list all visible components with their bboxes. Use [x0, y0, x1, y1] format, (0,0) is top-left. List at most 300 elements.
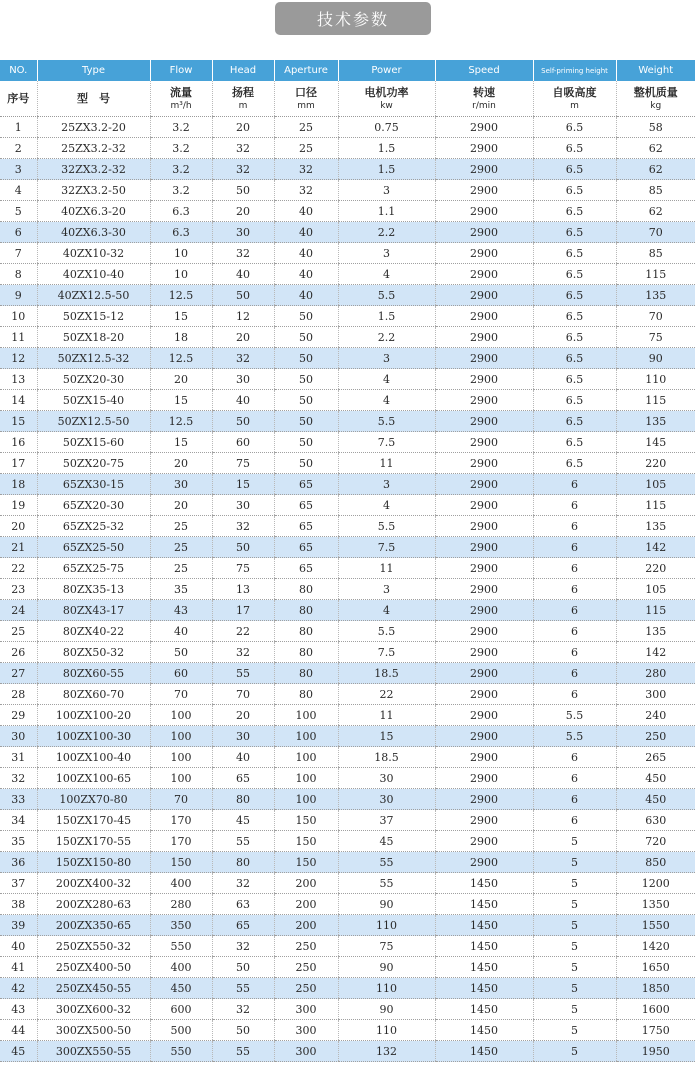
- cell-flow: 3.2: [150, 117, 212, 138]
- cell-power: 110: [338, 978, 435, 999]
- cell-type: 300ZX550-55: [37, 1041, 150, 1062]
- cell-power: 3: [338, 579, 435, 600]
- cell-no: 23: [0, 579, 37, 600]
- cell-no: 6: [0, 222, 37, 243]
- cell-self-priming: 6.5: [533, 348, 616, 369]
- cell-self-priming: 6: [533, 621, 616, 642]
- cell-speed: 1450: [435, 915, 533, 936]
- cell-speed: 2900: [435, 747, 533, 768]
- cell-type: 65ZX25-75: [37, 558, 150, 579]
- cell-speed: 2900: [435, 159, 533, 180]
- cell-type: 250ZX450-55: [37, 978, 150, 999]
- cell-power: 4: [338, 600, 435, 621]
- cell-speed: 2900: [435, 558, 533, 579]
- cell-flow: 25: [150, 516, 212, 537]
- cell-no: 2: [0, 138, 37, 159]
- table-row: [0, 726, 695, 747]
- cell-head: 32: [212, 936, 274, 957]
- cell-power: 3: [338, 243, 435, 264]
- cell-type: 200ZX280-63: [37, 894, 150, 915]
- cell-flow: 40: [150, 621, 212, 642]
- chinese-header-row: [0, 81, 695, 117]
- cell-head: 20: [212, 117, 274, 138]
- table-row: [0, 369, 695, 390]
- cell-self-priming: 5.5: [533, 705, 616, 726]
- cell-aperture: 40: [274, 264, 338, 285]
- cell-no: 4: [0, 180, 37, 201]
- table-row: [0, 222, 695, 243]
- cell-weight: 115: [616, 264, 695, 285]
- cell-type: 300ZX500-50: [37, 1020, 150, 1041]
- cell-power: 55: [338, 873, 435, 894]
- cell-type: 100ZX100-65: [37, 768, 150, 789]
- cell-flow: 170: [150, 831, 212, 852]
- header-cn-flow-unit: m³/h: [170, 100, 192, 111]
- cell-no: 36: [0, 852, 37, 873]
- header-self-priming-height: Self-priming height: [533, 60, 616, 81]
- cell-power: 90: [338, 999, 435, 1020]
- cell-self-priming: 6: [533, 495, 616, 516]
- cell-no: 12: [0, 348, 37, 369]
- cell-power: 0.75: [338, 117, 435, 138]
- cell-flow: 10: [150, 264, 212, 285]
- cell-weight: 135: [616, 516, 695, 537]
- cell-no: 14: [0, 390, 37, 411]
- cell-type: 50ZX20-30: [37, 369, 150, 390]
- cell-weight: 250: [616, 726, 695, 747]
- cell-aperture: 32: [274, 159, 338, 180]
- cell-self-priming: 6.5: [533, 411, 616, 432]
- header-head: Head: [212, 60, 274, 81]
- cell-head: 50: [212, 1020, 274, 1041]
- cell-head: 12: [212, 306, 274, 327]
- cell-self-priming: 5: [533, 1020, 616, 1041]
- cell-flow: 18: [150, 327, 212, 348]
- table-row: [0, 999, 695, 1020]
- cell-aperture: 50: [274, 369, 338, 390]
- technical-parameters-table: [0, 60, 695, 1062]
- cell-flow: 3.2: [150, 138, 212, 159]
- cell-self-priming: 6.5: [533, 453, 616, 474]
- cell-weight: 62: [616, 159, 695, 180]
- cell-self-priming: 5: [533, 999, 616, 1020]
- cell-head: 32: [212, 243, 274, 264]
- cell-weight: 145: [616, 432, 695, 453]
- cell-speed: 2900: [435, 264, 533, 285]
- cell-flow: 6.3: [150, 222, 212, 243]
- cell-aperture: 80: [274, 642, 338, 663]
- cell-power: 30: [338, 789, 435, 810]
- cell-head: 30: [212, 222, 274, 243]
- cell-speed: 2900: [435, 348, 533, 369]
- cell-no: 16: [0, 432, 37, 453]
- cell-speed: 1450: [435, 999, 533, 1020]
- cell-self-priming: 6.5: [533, 117, 616, 138]
- cell-type: 150ZX150-80: [37, 852, 150, 873]
- cell-no: 29: [0, 705, 37, 726]
- cell-type: 300ZX600-32: [37, 999, 150, 1020]
- cell-head: 20: [212, 705, 274, 726]
- cell-head: 50: [212, 285, 274, 306]
- cell-flow: 60: [150, 663, 212, 684]
- cell-head: 20: [212, 201, 274, 222]
- cell-power: 18.5: [338, 747, 435, 768]
- cell-no: 3: [0, 159, 37, 180]
- cell-weight: 220: [616, 453, 695, 474]
- cell-aperture: 32: [274, 180, 338, 201]
- cell-power: 5.5: [338, 516, 435, 537]
- cell-flow: 70: [150, 789, 212, 810]
- header-cn-self-priming-unit: m: [570, 100, 579, 111]
- header-speed: Speed: [435, 60, 533, 81]
- header-cn-speed-unit: r/min: [472, 100, 496, 111]
- table-row: [0, 705, 695, 726]
- table-row: [0, 306, 695, 327]
- cell-head: 40: [212, 264, 274, 285]
- table-row: [0, 285, 695, 306]
- cell-flow: 450: [150, 978, 212, 999]
- cell-type: 100ZX100-40: [37, 747, 150, 768]
- cell-power: 110: [338, 1020, 435, 1041]
- cell-weight: 58: [616, 117, 695, 138]
- cell-type: 150ZX170-45: [37, 810, 150, 831]
- cell-aperture: 50: [274, 348, 338, 369]
- cell-no: 9: [0, 285, 37, 306]
- table-row: [0, 243, 695, 264]
- cell-aperture: 50: [274, 432, 338, 453]
- cell-speed: 2900: [435, 537, 533, 558]
- cell-self-priming: 6: [533, 747, 616, 768]
- cell-type: 200ZX350-65: [37, 915, 150, 936]
- cell-power: 3: [338, 474, 435, 495]
- cell-head: 75: [212, 558, 274, 579]
- cell-type: 32ZX3.2-50: [37, 180, 150, 201]
- cell-power: 3: [338, 348, 435, 369]
- table-row: [0, 894, 695, 915]
- cell-weight: 1200: [616, 873, 695, 894]
- cell-speed: 2900: [435, 369, 533, 390]
- cell-self-priming: 6.5: [533, 369, 616, 390]
- cell-self-priming: 6: [533, 537, 616, 558]
- cell-weight: 850: [616, 852, 695, 873]
- cell-speed: 2900: [435, 642, 533, 663]
- cell-weight: 105: [616, 579, 695, 600]
- cell-speed: 2900: [435, 285, 533, 306]
- cell-flow: 100: [150, 705, 212, 726]
- cell-power: 4: [338, 369, 435, 390]
- cell-type: 40ZX12.5-50: [37, 285, 150, 306]
- header-cn-no-label: 序号: [7, 91, 30, 105]
- cell-weight: 1350: [616, 894, 695, 915]
- cell-flow: 100: [150, 726, 212, 747]
- cell-speed: 1450: [435, 873, 533, 894]
- cell-head: 55: [212, 978, 274, 999]
- cell-speed: 1450: [435, 936, 533, 957]
- cell-aperture: 25: [274, 138, 338, 159]
- header-cn-weight-unit: kg: [650, 100, 662, 111]
- cell-self-priming: 6: [533, 579, 616, 600]
- cell-self-priming: 6: [533, 642, 616, 663]
- cell-power: 90: [338, 894, 435, 915]
- cell-speed: 2900: [435, 306, 533, 327]
- cell-head: 30: [212, 726, 274, 747]
- cell-head: 32: [212, 159, 274, 180]
- cell-flow: 25: [150, 537, 212, 558]
- cell-self-priming: 6.5: [533, 264, 616, 285]
- cell-no: 15: [0, 411, 37, 432]
- title-area: [0, 0, 695, 60]
- cell-no: 34: [0, 810, 37, 831]
- table-row: [0, 747, 695, 768]
- cell-speed: 1450: [435, 957, 533, 978]
- cell-weight: 630: [616, 810, 695, 831]
- cell-type: 50ZX15-12: [37, 306, 150, 327]
- cell-flow: 10: [150, 243, 212, 264]
- cell-flow: 6.3: [150, 201, 212, 222]
- cell-flow: 550: [150, 936, 212, 957]
- cell-speed: 1450: [435, 1020, 533, 1041]
- cell-type: 40ZX6.3-30: [37, 222, 150, 243]
- cell-self-priming: 5: [533, 831, 616, 852]
- cell-speed: 2900: [435, 327, 533, 348]
- cell-type: 40ZX6.3-20: [37, 201, 150, 222]
- cell-weight: 280: [616, 663, 695, 684]
- cell-head: 40: [212, 747, 274, 768]
- cell-type: 100ZX100-20: [37, 705, 150, 726]
- cell-aperture: 40: [274, 222, 338, 243]
- cell-flow: 30: [150, 474, 212, 495]
- cell-head: 55: [212, 831, 274, 852]
- cell-head: 32: [212, 516, 274, 537]
- cell-type: 50ZX20-75: [37, 453, 150, 474]
- cell-flow: 20: [150, 495, 212, 516]
- cell-head: 32: [212, 642, 274, 663]
- cell-aperture: 150: [274, 852, 338, 873]
- cell-power: 5.5: [338, 285, 435, 306]
- table-row: [0, 495, 695, 516]
- cell-aperture: 65: [274, 474, 338, 495]
- cell-no: 24: [0, 600, 37, 621]
- cell-aperture: 250: [274, 957, 338, 978]
- cell-power: 132: [338, 1041, 435, 1062]
- cell-self-priming: 5: [533, 1041, 616, 1062]
- cell-head: 17: [212, 600, 274, 621]
- cell-type: 150ZX170-55: [37, 831, 150, 852]
- cell-aperture: 100: [274, 768, 338, 789]
- table-row: [0, 390, 695, 411]
- cell-aperture: 50: [274, 327, 338, 348]
- cell-no: 25: [0, 621, 37, 642]
- cell-power: 1.5: [338, 138, 435, 159]
- cell-weight: 142: [616, 537, 695, 558]
- cell-flow: 500: [150, 1020, 212, 1041]
- cell-self-priming: 6.5: [533, 432, 616, 453]
- cell-weight: 90: [616, 348, 695, 369]
- cell-type: 50ZX18-20: [37, 327, 150, 348]
- cell-no: 18: [0, 474, 37, 495]
- cell-power: 11: [338, 558, 435, 579]
- cell-flow: 170: [150, 810, 212, 831]
- cell-flow: 150: [150, 852, 212, 873]
- cell-type: 250ZX400-50: [37, 957, 150, 978]
- cell-power: 1.5: [338, 306, 435, 327]
- header-power: Power: [338, 60, 435, 81]
- cell-type: 80ZX60-55: [37, 663, 150, 684]
- table-row: [0, 327, 695, 348]
- header-cn-weight: [616, 81, 695, 117]
- cell-self-priming: 6.5: [533, 222, 616, 243]
- header-cn-aperture-label: 口径: [295, 85, 317, 99]
- header-cn-type: [37, 81, 150, 117]
- table-row: [0, 978, 695, 999]
- cell-weight: 105: [616, 474, 695, 495]
- cell-head: 30: [212, 369, 274, 390]
- cell-flow: 43: [150, 600, 212, 621]
- cell-aperture: 100: [274, 705, 338, 726]
- cell-type: 50ZX15-40: [37, 390, 150, 411]
- table-row: [0, 159, 695, 180]
- header-cn-head-unit: m: [238, 100, 248, 111]
- cell-no: 43: [0, 999, 37, 1020]
- cell-no: 41: [0, 957, 37, 978]
- cell-speed: 2900: [435, 663, 533, 684]
- cell-weight: 1420: [616, 936, 695, 957]
- cell-head: 15: [212, 474, 274, 495]
- cell-weight: 62: [616, 201, 695, 222]
- cell-self-priming: 6: [533, 684, 616, 705]
- cell-flow: 20: [150, 369, 212, 390]
- table-row: [0, 831, 695, 852]
- cell-self-priming: 6: [533, 474, 616, 495]
- cell-weight: 300: [616, 684, 695, 705]
- cell-weight: 62: [616, 138, 695, 159]
- cell-power: 5.5: [338, 621, 435, 642]
- cell-head: 55: [212, 663, 274, 684]
- cell-weight: 115: [616, 600, 695, 621]
- table-row: [0, 453, 695, 474]
- cell-no: 27: [0, 663, 37, 684]
- cell-self-priming: 5: [533, 957, 616, 978]
- cell-speed: 2900: [435, 621, 533, 642]
- cell-aperture: 300: [274, 1020, 338, 1041]
- cell-speed: 2900: [435, 579, 533, 600]
- cell-aperture: 100: [274, 789, 338, 810]
- cell-speed: 2900: [435, 180, 533, 201]
- cell-type: 40ZX10-32: [37, 243, 150, 264]
- cell-speed: 2900: [435, 474, 533, 495]
- header-cn-no: [0, 81, 37, 117]
- table-row: [0, 663, 695, 684]
- cell-head: 40: [212, 390, 274, 411]
- cell-power: 90: [338, 957, 435, 978]
- header-no: NO.: [0, 60, 37, 81]
- cell-self-priming: 6.5: [533, 306, 616, 327]
- cell-head: 70: [212, 684, 274, 705]
- cell-aperture: 200: [274, 873, 338, 894]
- table-row: [0, 201, 695, 222]
- cell-self-priming: 5: [533, 936, 616, 957]
- cell-aperture: 65: [274, 558, 338, 579]
- table-row: [0, 936, 695, 957]
- header-type: Type: [37, 60, 150, 81]
- cell-flow: 100: [150, 768, 212, 789]
- cell-speed: 2900: [435, 201, 533, 222]
- table-row: [0, 1020, 695, 1041]
- cell-power: 4: [338, 390, 435, 411]
- cell-type: 65ZX20-30: [37, 495, 150, 516]
- cell-speed: 2900: [435, 432, 533, 453]
- cell-head: 60: [212, 432, 274, 453]
- cell-type: 80ZX35-13: [37, 579, 150, 600]
- cell-no: 38: [0, 894, 37, 915]
- table-row: [0, 684, 695, 705]
- header-cn-weight-label: 整机质量: [633, 85, 678, 99]
- cell-no: 44: [0, 1020, 37, 1041]
- cell-weight: 135: [616, 285, 695, 306]
- table-row: [0, 180, 695, 201]
- cell-speed: 2900: [435, 789, 533, 810]
- header-cn-power-label: 电机功率: [364, 85, 409, 99]
- header-cn-self-priming: [533, 81, 616, 117]
- cell-aperture: 40: [274, 201, 338, 222]
- table-row: [0, 474, 695, 495]
- cell-no: 39: [0, 915, 37, 936]
- header-aperture: Aperture: [274, 60, 338, 81]
- cell-speed: 2900: [435, 831, 533, 852]
- cell-flow: 3.2: [150, 180, 212, 201]
- cell-head: 80: [212, 852, 274, 873]
- cell-self-priming: 6.5: [533, 285, 616, 306]
- cell-no: 19: [0, 495, 37, 516]
- table-row: [0, 789, 695, 810]
- cell-weight: 135: [616, 621, 695, 642]
- cell-speed: 1450: [435, 1041, 533, 1062]
- header-cn-speed: [435, 81, 533, 117]
- cell-no: 40: [0, 936, 37, 957]
- header-cn-head: [212, 81, 274, 117]
- cell-speed: 2900: [435, 222, 533, 243]
- table-row: [0, 852, 695, 873]
- table-row: [0, 348, 695, 369]
- cell-no: 37: [0, 873, 37, 894]
- cell-aperture: 250: [274, 978, 338, 999]
- cell-weight: 1650: [616, 957, 695, 978]
- cell-self-priming: 6.5: [533, 201, 616, 222]
- cell-speed: 2900: [435, 117, 533, 138]
- table-row: [0, 957, 695, 978]
- cell-self-priming: 6: [533, 810, 616, 831]
- cell-no: 13: [0, 369, 37, 390]
- cell-type: 65ZX25-32: [37, 516, 150, 537]
- cell-flow: 35: [150, 579, 212, 600]
- cell-flow: 15: [150, 306, 212, 327]
- cell-no: 45: [0, 1041, 37, 1062]
- cell-flow: 400: [150, 957, 212, 978]
- cell-head: 50: [212, 411, 274, 432]
- cell-no: 33: [0, 789, 37, 810]
- cell-aperture: 100: [274, 747, 338, 768]
- cell-head: 32: [212, 873, 274, 894]
- table-row: [0, 621, 695, 642]
- cell-type: 32ZX3.2-32: [37, 159, 150, 180]
- cell-power: 15: [338, 726, 435, 747]
- cell-weight: 70: [616, 222, 695, 243]
- cell-speed: 2900: [435, 516, 533, 537]
- cell-aperture: 200: [274, 894, 338, 915]
- cell-head: 65: [212, 768, 274, 789]
- cell-weight: 220: [616, 558, 695, 579]
- cell-power: 37: [338, 810, 435, 831]
